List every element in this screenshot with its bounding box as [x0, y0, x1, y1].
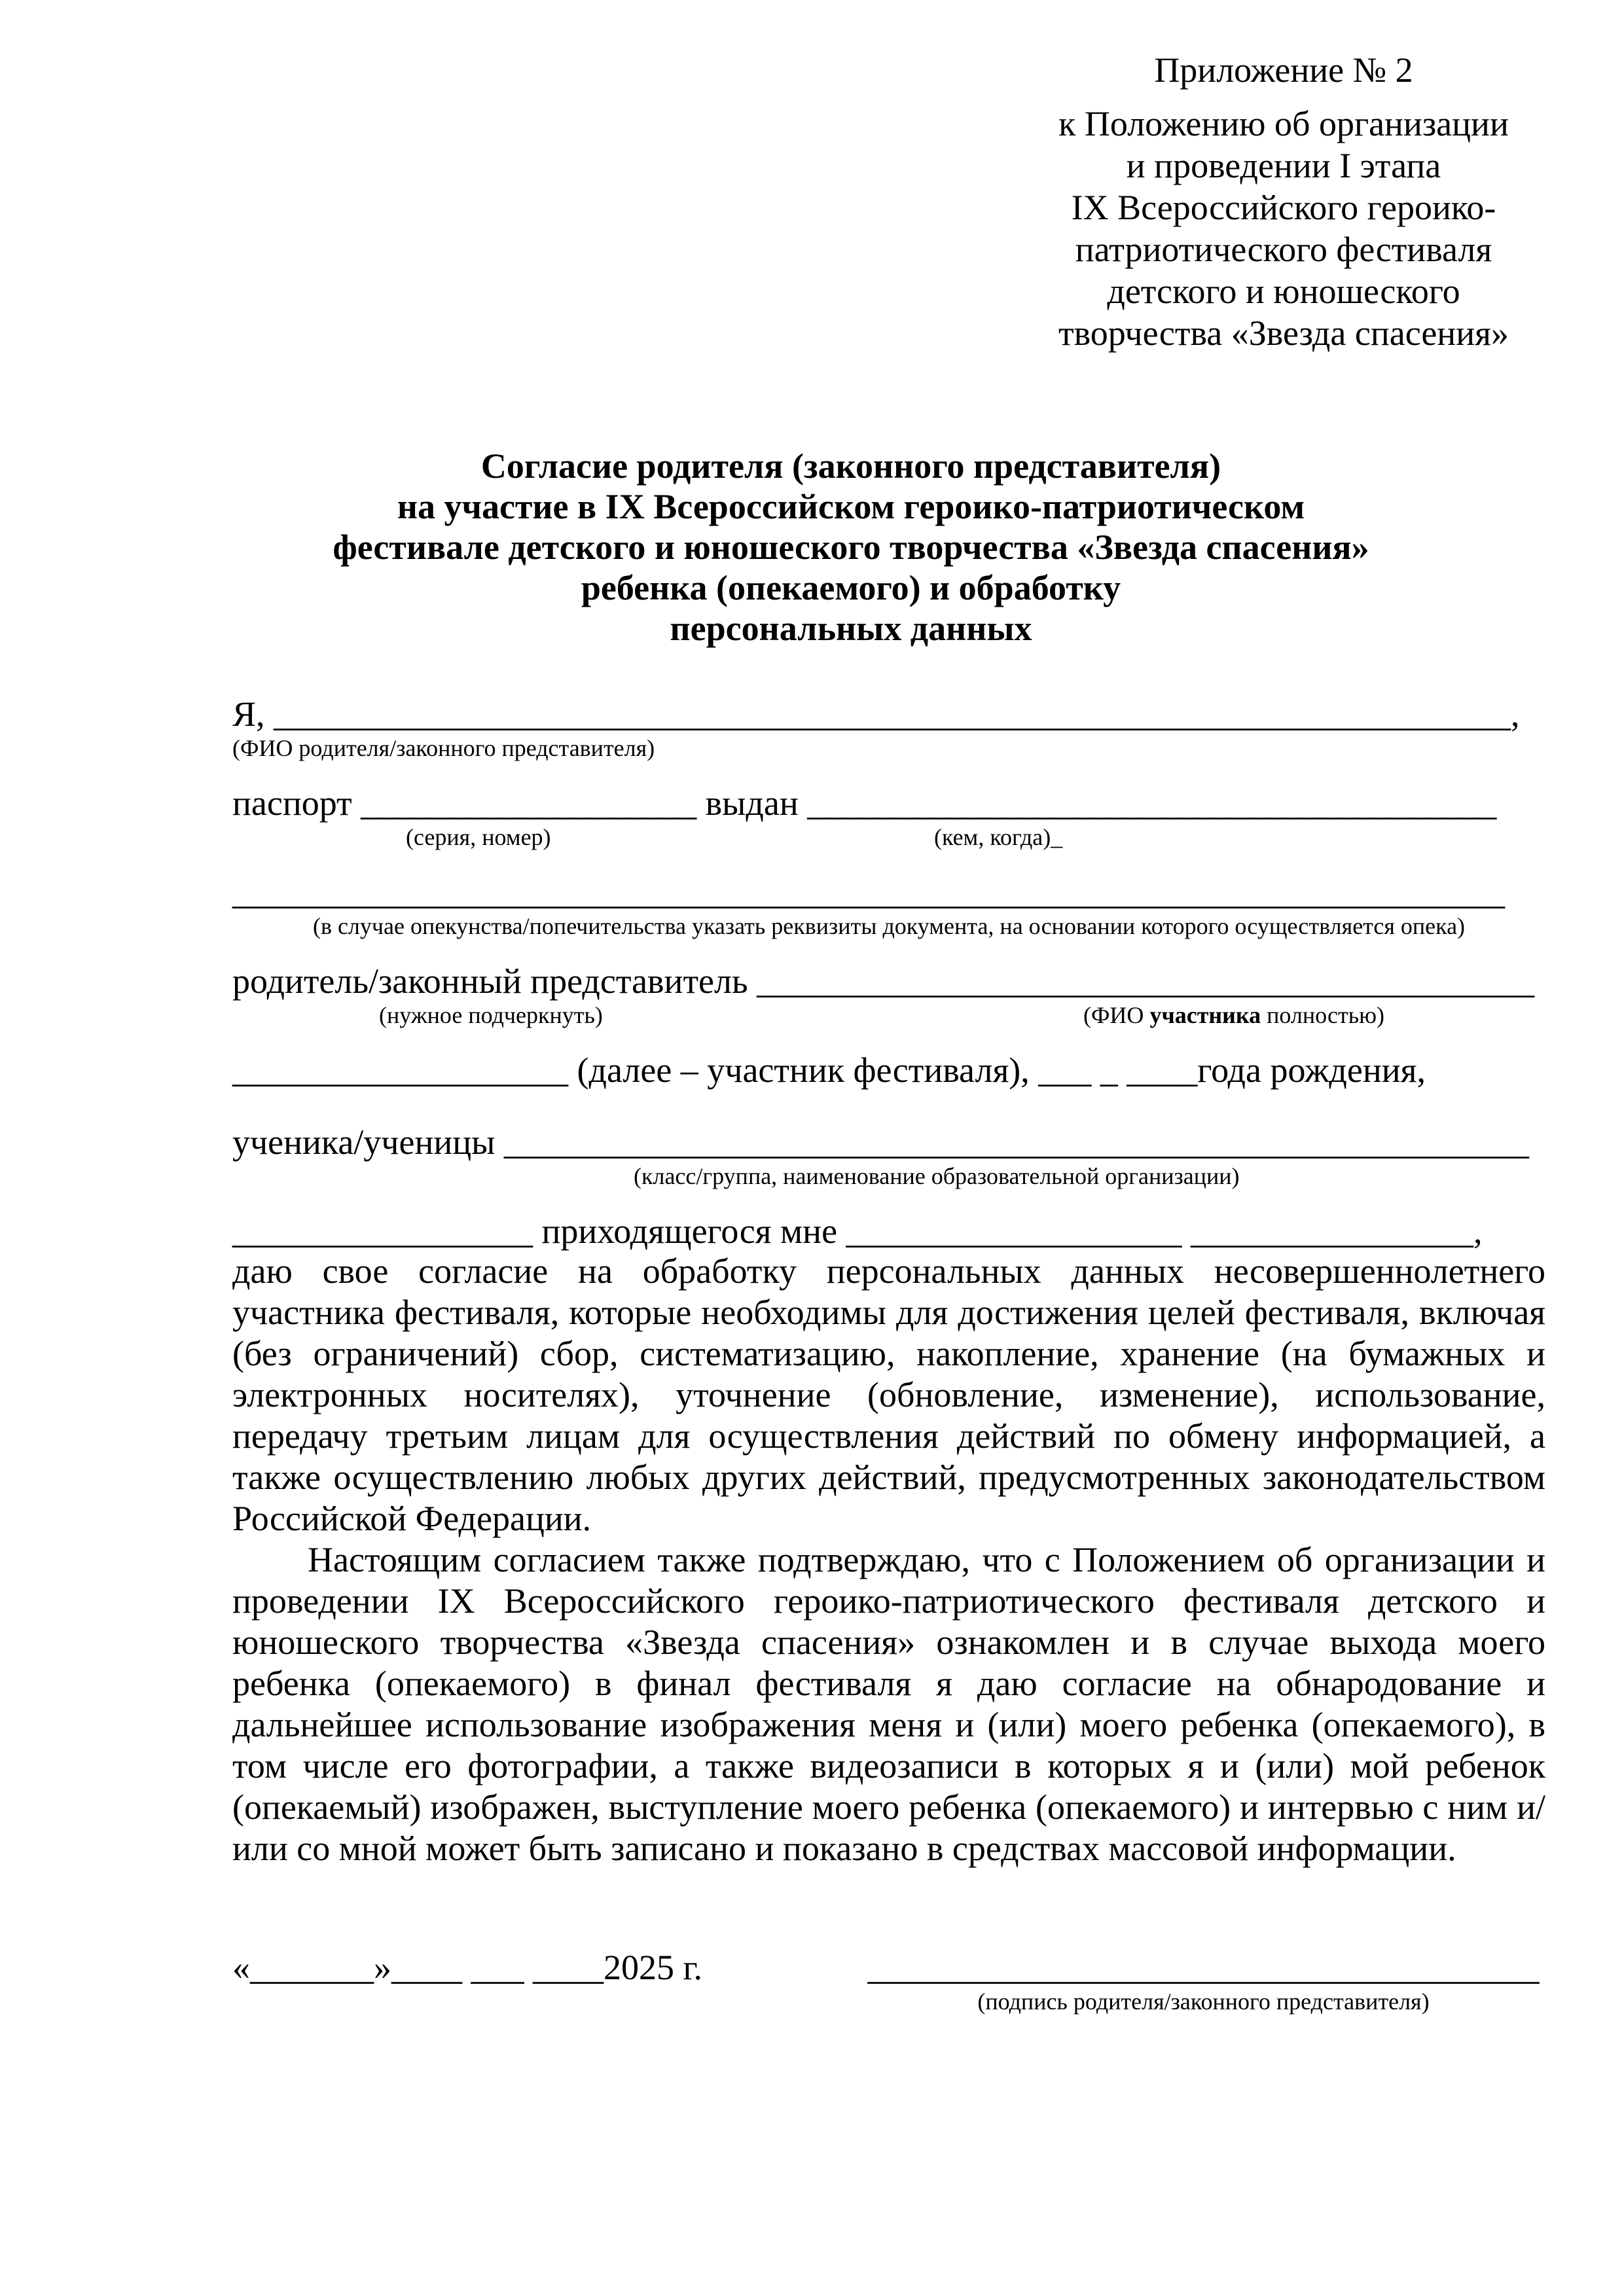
participant-fio-caption [1083, 1001, 1384, 1030]
appendix-line-7: творчества «Звезда спасения» [1058, 314, 1509, 353]
series-caption: (серия, номер) [406, 824, 551, 850]
signature-blank: ______________________________________ [867, 1948, 1540, 1987]
fio-caption: (ФИО родителя/законного представителя) [232, 735, 655, 761]
title-line-3: фестивале детского и юношеского творчества «Звезда спасения» [333, 528, 1369, 567]
document-title [232, 446, 1470, 649]
participant-caption-prefix: (ФИО [1083, 1002, 1150, 1028]
form-area [232, 694, 1545, 1869]
appendix-line-3: и проведении I этапа [1126, 146, 1441, 185]
signature-caption: (подпись родителя/законного представителя) [977, 1988, 1430, 2015]
relation-blank-3: ________________ [1191, 1211, 1474, 1251]
date-line: «_______»____ ___ ____2025 г. [232, 1948, 703, 1987]
parent-captions [232, 1001, 1545, 1030]
relation-text: приходящегося мне [541, 1211, 838, 1251]
appendix-header [1022, 49, 1545, 354]
signature-block [861, 1948, 1545, 2016]
title-line-5: персональных данных [670, 609, 1032, 648]
student-label: ученика/ученицы [232, 1122, 496, 1162]
appendix-line-5: патриотического фестиваля [1075, 230, 1492, 269]
custody-line [232, 872, 1545, 912]
underline-caption: (нужное подчеркнуть) [379, 1002, 603, 1028]
festival-text: (далее – участник фестиваля), [577, 1050, 1030, 1090]
parent-label: родитель/законный представитель [232, 961, 748, 1001]
passport-issued-blank: _______________________________________ [807, 783, 1497, 823]
participant-caption-suffix: полностью) [1261, 1002, 1385, 1028]
relation-blank-1: _________________ [232, 1211, 533, 1251]
birth-date-blank: ___ _ ____ [1038, 1050, 1198, 1090]
i-label: Я, [232, 694, 265, 734]
appendix-line-2: к Положению об организации [1058, 104, 1509, 143]
acknowledgment-paragraph: Настоящим согласием также подтверждаю, что с Положением об организации и проведении IX Всероссийского героико-патриотического фестиваля детского и юношеского творчества «Звезда спасения» ознакомлен и в случае выхода моего ребенка (опекаемого) в финал фестиваля я даю согласие на обнародование и дальнейшее использование изображения меня и (или) моего ребенка (опекаемого), в том числе его фотографии, а также видеозаписи в которых я и (или) мой ребенок (опекаемый) изображен, выступление моего ребенка (опекаемого) и интервью с ним и/или со мной может быть записано и показано в средствах массовой информации. [232, 1540, 1545, 1868]
passport-captions [232, 823, 1545, 852]
relation-blank-2: ___________________ [846, 1211, 1182, 1251]
title-line-2: на участие в IX Всероссийском героико-патриотическом [397, 487, 1305, 526]
consent-paragraph: даю свое согласие на обработку персональных данных несовершеннолетнего участника фестиваля, которые необходимы для достижения целей фестиваля, включая (без ограничений) сбор, систематизацию, накопление, хранение (на бумажных и электронных носителях), уточнение (обновление, изменение), использование, передачу третьим лицам для осуществления действий по обмену информацией, а также осуществлению любых других действий, предусмотренных законодательством Российской Федерации. [232, 1251, 1545, 1538]
custody-blank: ________________________________________________________________________ [232, 872, 1505, 912]
issued-label: выдан [705, 783, 799, 823]
fio-blank: ______________________________________________________________________ [274, 694, 1511, 734]
participant-caption-bold: участника [1149, 1002, 1261, 1028]
student-caption-row [232, 1162, 1545, 1191]
footer [232, 1948, 1545, 2016]
passport-series-blank: ___________________ [361, 783, 697, 823]
appendix-line-6: детского и юношеского [1107, 272, 1460, 311]
title-line-4: ребенка (опекаемого) и обработку [581, 568, 1121, 607]
birth-text: года рождения, [1197, 1050, 1426, 1090]
student-caption: (класс/группа, наименование образовательной организации) [634, 1163, 1240, 1189]
appendix-line-4: IX Всероссийского героико- [1071, 188, 1496, 227]
parent-name-blank: ____________________________________________ [757, 961, 1535, 1001]
fio-line-comma: , [1511, 694, 1520, 734]
festival-line [232, 1050, 1545, 1090]
custody-caption: (в случае опекунства/попечительства указать реквизиты документа, на основании которого осуществляется опека) [312, 913, 1466, 939]
fio-line [232, 694, 1545, 734]
parent-line [232, 961, 1545, 1001]
passport-label: паспорт [232, 783, 352, 823]
festival-name-blank: ___________________ [232, 1050, 568, 1090]
issuer-caption: (кем, когда)_ [934, 824, 1063, 850]
relation-line [232, 1211, 1545, 1251]
student-class-blank: __________________________________________________________ [503, 1122, 1529, 1162]
student-line [232, 1122, 1545, 1162]
relation-comma: , [1473, 1211, 1483, 1251]
passport-line [232, 783, 1545, 823]
appendix-line-1: Приложение № 2 [1154, 50, 1413, 90]
title-line-1: Согласие родителя (законного представителя) [480, 446, 1221, 486]
